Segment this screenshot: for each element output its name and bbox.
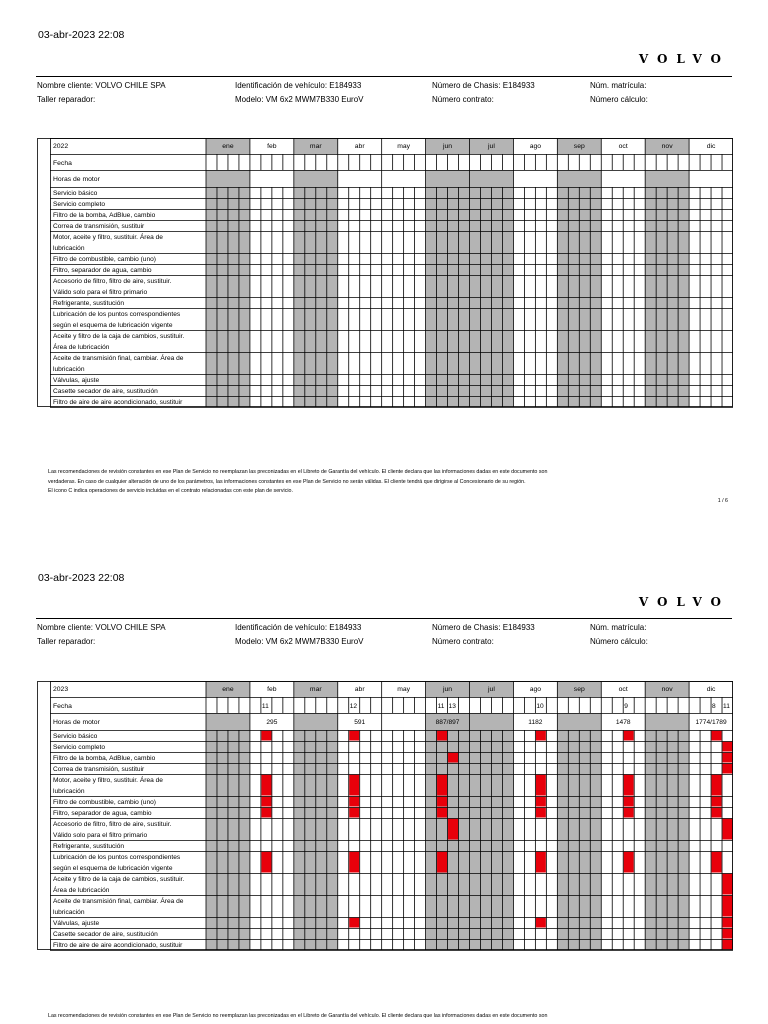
service-label: lubricación: [53, 366, 85, 374]
date-cell: [448, 154, 459, 170]
date-cell: [393, 697, 404, 713]
registration-number: Núm. matrícula:: [590, 623, 647, 632]
hours-cell: [250, 170, 294, 187]
service-label: según el esquema de lubricación vigente: [53, 865, 173, 873]
month-header-ago: ago: [529, 686, 542, 693]
service-mark: [349, 775, 359, 796]
date-cell: [294, 697, 305, 713]
engine-hours: 1478: [615, 719, 631, 726]
horas-label: Horas de motor: [53, 176, 100, 183]
date-cell: [612, 154, 623, 170]
date-cell: [338, 154, 349, 170]
date-cell: [689, 154, 700, 170]
date-cell: [634, 154, 645, 170]
date-cell: [217, 154, 228, 170]
date-cell: [568, 154, 579, 170]
date-cell: [634, 697, 645, 713]
service-label: según el esquema de lubricación vigente: [53, 322, 173, 330]
disclaimer-line: Las recomendaciones de revisión constantes en ese Plan de Servicio no reemplazan las preconizadas en el Libreto de Garantía del vehículo. El cliente declara que las informaciones dadas en este documento son: [48, 469, 548, 475]
service-label: Filtro de aire de aire acondicionado, sustituir: [53, 399, 183, 407]
service-label: Válvulas, ajuste: [53, 920, 100, 928]
date-cell: [678, 697, 689, 713]
service-mark: [723, 918, 733, 928]
month-header-ago: ago: [529, 143, 542, 150]
month-header-ene: ene: [222, 686, 234, 693]
date-cell: [524, 697, 535, 713]
service-mark: [349, 852, 359, 873]
date-cell: [491, 154, 502, 170]
date-cell: [491, 697, 502, 713]
hours-cell: [338, 170, 382, 187]
month-header-jul: jul: [488, 143, 495, 150]
service-mark: [723, 742, 733, 752]
service-label: Filtro, separador de agua, cambio: [53, 267, 152, 275]
volvo-logo: VOLVO: [638, 595, 730, 609]
date-cell: [480, 154, 491, 170]
date-cell: [283, 154, 294, 170]
service-mark: [261, 775, 271, 796]
service-mark: [712, 797, 722, 807]
client-name: Nombre cliente: VOLVO CHILE SPA: [37, 81, 166, 90]
service-mark: [261, 731, 271, 741]
date-cell: [645, 697, 656, 713]
service-plan-table-2023: [37, 681, 733, 973]
month-header-may: may: [397, 143, 411, 150]
month-header-may: may: [397, 686, 411, 693]
service-date: 11: [261, 703, 269, 710]
date-cell: [206, 697, 217, 713]
service-mark: [349, 918, 359, 928]
service-mark: [712, 775, 722, 796]
service-mark: [624, 797, 634, 807]
volvo-logo: VOLVO: [638, 52, 730, 66]
date-cell: [426, 697, 437, 713]
service-date: 9: [624, 703, 628, 710]
date-cell: [316, 154, 327, 170]
date-cell: [711, 154, 722, 170]
service-mark: [712, 731, 722, 741]
month-header-mar: mar: [309, 686, 322, 693]
service-mark: [536, 797, 546, 807]
month-header-sep: sep: [573, 143, 585, 150]
month-header-nov: nov: [661, 686, 673, 693]
service-mark: [624, 852, 634, 873]
service-mark: [261, 852, 271, 873]
date-cell: [426, 154, 437, 170]
hours-cell: [689, 170, 733, 187]
month-header-jul: jul: [488, 686, 495, 693]
disclaimer-line: Las recomendaciones de revisión constantes en ese Plan de Servicio no reemplazan las preconizadas en el Libreto de Garantía del vehículo. El cliente declara que las informaciones dadas en este documento son: [48, 1013, 548, 1019]
service-plan-table-2022: [37, 138, 733, 430]
date-cell: [228, 697, 239, 713]
month-header-ene: ene: [222, 143, 234, 150]
hours-cell: [513, 170, 557, 187]
service-mark: [437, 797, 447, 807]
date-cell: [415, 697, 426, 713]
month-header-abr: abr: [354, 686, 365, 693]
service-label: Válido solo para el filtro primario: [53, 832, 148, 840]
service-mark: [349, 808, 359, 818]
service-label: Filtro de la bomba, AdBlue, cambio: [53, 212, 156, 220]
date-cell: [261, 154, 272, 170]
service-label: Casette secador de aire, sustitución: [53, 931, 158, 939]
date-cell: [700, 697, 711, 713]
service-mark: [624, 775, 634, 796]
workshop: Taller reparador:: [37, 637, 96, 646]
date-cell: [645, 154, 656, 170]
calculation-number: Número cálculo:: [590, 637, 648, 646]
service-label: lubricación: [53, 245, 85, 253]
month-header-mar: mar: [309, 143, 322, 150]
table-year: 2023: [53, 686, 69, 693]
header-rule: [36, 618, 732, 619]
month-header-abr: abr: [354, 143, 365, 150]
horas-label: Horas de motor: [53, 719, 100, 726]
engine-hours: 1182: [528, 719, 543, 726]
service-label: Área de lubricación: [53, 887, 110, 895]
service-date: 12: [349, 703, 358, 710]
service-label: Aceite de transmisión final, cambiar. Área de: [53, 898, 184, 906]
service-label: Filtro de combustible, cambio (uno): [53, 799, 156, 807]
disclaimer-line: El icono C indica operaciones de servicio incluidas en el contrato relacionadas con este plan de servicio.: [48, 488, 293, 494]
service-label: Válvulas, ajuste: [53, 377, 100, 385]
registration-number: Núm. matrícula:: [590, 81, 647, 90]
service-mark: [437, 775, 447, 796]
service-label: Filtro de la bomba, AdBlue, cambio: [53, 755, 156, 763]
engine-hours: 295: [266, 719, 278, 726]
date-cell: [568, 697, 579, 713]
service-label: Lubricación de los puntos correspondientes: [53, 854, 181, 862]
service-label: Refrigerante, sustitución: [53, 300, 125, 308]
date-cell: [382, 154, 393, 170]
date-cell: [360, 154, 371, 170]
date-cell: [228, 154, 239, 170]
date-cell: [349, 154, 360, 170]
date-cell: [459, 154, 470, 170]
service-mark: [536, 775, 546, 796]
service-mark: [261, 808, 271, 818]
date-cell: [371, 154, 382, 170]
date-cell: [437, 154, 448, 170]
date-cell: [601, 154, 612, 170]
date-cell: [305, 697, 316, 713]
date-cell: [470, 154, 481, 170]
service-label: Aceite y filtro de la caja de cambios, sustituir.: [53, 876, 185, 884]
contract-number: Número contrato:: [432, 95, 494, 104]
date-cell: [612, 697, 623, 713]
service-date: 11: [723, 703, 730, 710]
service-label: Accesorio de filtro, filtro de aire, sustituir.: [53, 821, 172, 829]
service-mark: [536, 852, 546, 873]
vehicle-id: Identificación de vehículo: E184933: [235, 81, 362, 90]
date-cell: [250, 154, 261, 170]
service-mark: [349, 797, 359, 807]
vehicle-model: Modelo: VM 6x2 MWM7B330 EuroV: [235, 95, 364, 104]
hours-cell: [382, 170, 426, 187]
date-cell: [239, 697, 250, 713]
fecha-label: Fecha: [53, 703, 72, 710]
hours-cell: [382, 713, 426, 730]
date-cell: [305, 154, 316, 170]
date-cell: [470, 697, 481, 713]
date-cell: [480, 697, 491, 713]
chassis-number: Número de Chasis: E184933: [432, 81, 535, 90]
month-header-jun: jun: [443, 143, 453, 150]
fecha-label: Fecha: [53, 160, 72, 167]
date-cell: [404, 154, 415, 170]
service-mark: [723, 929, 733, 939]
date-cell: [217, 697, 228, 713]
service-label: Accesorio de filtro, filtro de aire, sustituir.: [53, 278, 172, 286]
disclaimer: [48, 1012, 698, 1022]
disclaimer-line: verdaderas. En caso de cualquier alteración de uno de los parámetros, las informaciones constantes en ese Plan de Servicio no serán válidas. El cliente tendrá que dirigirse al Concesionario de su región.: [48, 478, 526, 485]
date-cell: [459, 697, 470, 713]
service-label: lubricación: [53, 788, 85, 796]
date-cell: [272, 697, 283, 713]
header-rule: [36, 76, 732, 77]
date-cell: [513, 697, 524, 713]
service-mark: [437, 731, 447, 741]
month-header-oct: oct: [618, 686, 628, 693]
month-header-sep: sep: [573, 686, 585, 693]
month-header-jun: jun: [443, 686, 453, 693]
workshop: Taller reparador:: [37, 95, 96, 104]
service-label: Lubricación de los puntos correspondientes: [53, 311, 181, 319]
service-label: Correa de transmisión, sustituir: [53, 223, 145, 231]
month-header-nov: nov: [661, 143, 673, 150]
table-year: 2022: [53, 143, 69, 150]
date-cell: [316, 697, 327, 713]
month-header-feb: feb: [267, 686, 277, 693]
date-cell: [283, 697, 294, 713]
date-cell: [371, 697, 382, 713]
service-label: Aceite y filtro de la caja de cambios, sustituir.: [53, 333, 185, 341]
service-label: Servicio básico: [53, 733, 98, 741]
date-cell: [579, 154, 590, 170]
service-date: 13: [448, 703, 456, 710]
date-cell: [601, 697, 612, 713]
service-mark: [723, 940, 733, 950]
service-mark: [723, 896, 733, 917]
date-cell: [535, 154, 546, 170]
engine-hours: 887/897: [435, 719, 460, 726]
calculation-number: Número cálculo:: [590, 95, 648, 104]
date-cell: [557, 697, 568, 713]
month-header-dic: dic: [706, 686, 716, 693]
date-cell: [206, 154, 217, 170]
service-label: Área de lubricación: [53, 344, 110, 352]
service-date: 10: [536, 703, 544, 710]
service-mark: [723, 753, 733, 763]
date-cell: [338, 697, 349, 713]
contract-number: Número contrato:: [432, 637, 494, 646]
date-cell: [546, 697, 557, 713]
service-mark: [349, 731, 359, 741]
service-label: Motor, aceite y filtro, sustituir. Área de: [53, 234, 163, 242]
date-cell: [678, 154, 689, 170]
date-cell: [415, 154, 426, 170]
month-header-feb: feb: [267, 143, 277, 150]
service-mark: [723, 874, 733, 895]
service-mark: [624, 731, 634, 741]
client-name: Nombre cliente: VOLVO CHILE SPA: [37, 623, 166, 632]
date-cell: [294, 154, 305, 170]
service-label: Servicio completo: [53, 201, 106, 209]
service-mark: [536, 731, 546, 741]
service-date: 8: [712, 703, 716, 710]
service-date: 11: [437, 703, 445, 710]
month-header-dic: dic: [706, 143, 716, 150]
date-cell: [700, 154, 711, 170]
vehicle-id: Identificación de vehículo: E184933: [235, 623, 362, 632]
month-header-oct: oct: [618, 143, 628, 150]
service-label: Motor, aceite y filtro, sustituir. Área de: [53, 777, 163, 785]
service-mark: [536, 808, 546, 818]
service-mark: [261, 797, 271, 807]
service-mark: [723, 764, 733, 774]
service-label: Refrigerante, sustitución: [53, 843, 125, 851]
date-cell: [404, 697, 415, 713]
engine-hours: 1774/1789: [695, 719, 727, 726]
engine-hours: 591: [354, 719, 366, 726]
service-mark: [536, 918, 546, 928]
date-cell: [502, 697, 513, 713]
date-cell: [272, 154, 283, 170]
service-mark: [723, 819, 733, 840]
service-label: Casette secador de aire, sustitución: [53, 388, 158, 396]
date-cell: [502, 154, 513, 170]
service-label: Aceite de transmisión final, cambiar. Área de: [53, 355, 184, 363]
service-label: Correa de transmisión, sustituir: [53, 766, 145, 774]
page-2: [0, 544, 768, 1024]
date-cell: [513, 154, 524, 170]
service-mark: [448, 753, 458, 763]
service-label: Válido solo para el filtro primario: [53, 289, 148, 297]
date-cell: [579, 697, 590, 713]
service-mark: [712, 808, 722, 818]
service-mark: [624, 808, 634, 818]
date-cell: [590, 154, 601, 170]
disclaimer: [48, 468, 698, 497]
service-label: Filtro de combustible, cambio (uno): [53, 256, 156, 264]
service-mark: [437, 852, 447, 873]
service-label: Servicio completo: [53, 744, 106, 752]
date-cell: [667, 154, 678, 170]
date-cell: [623, 154, 634, 170]
date-cell: [590, 697, 601, 713]
date-cell: [524, 154, 535, 170]
service-label: Filtro de aire de aire acondicionado, sustituir: [53, 942, 183, 950]
date-cell: [667, 697, 678, 713]
date-cell: [393, 154, 404, 170]
vehicle-model: Modelo: VM 6x2 MWM7B330 EuroV: [235, 637, 364, 646]
date-cell: [722, 154, 733, 170]
page-number: 1 / 6: [717, 498, 728, 504]
service-label: lubricación: [53, 909, 85, 917]
service-mark: [712, 852, 722, 873]
service-label: Filtro, separador de agua, cambio: [53, 810, 152, 818]
service-mark: [448, 819, 458, 840]
date-cell: [239, 154, 250, 170]
date-cell: [327, 697, 338, 713]
service-mark: [437, 808, 447, 818]
service-label: Servicio básico: [53, 190, 98, 198]
date-cell: [546, 154, 557, 170]
date-cell: [656, 697, 667, 713]
date-cell: [656, 154, 667, 170]
hours-cell: [601, 170, 645, 187]
date-cell: [382, 697, 393, 713]
date-cell: [327, 154, 338, 170]
date-cell: [360, 697, 371, 713]
print-datetime: 03-abr-2023 22:08: [38, 572, 125, 584]
date-cell: [557, 154, 568, 170]
chassis-number: Número de Chasis: E184933: [432, 623, 535, 632]
print-datetime: 03-abr-2023 22:08: [38, 29, 125, 41]
date-cell: [689, 697, 700, 713]
date-cell: [250, 697, 261, 713]
